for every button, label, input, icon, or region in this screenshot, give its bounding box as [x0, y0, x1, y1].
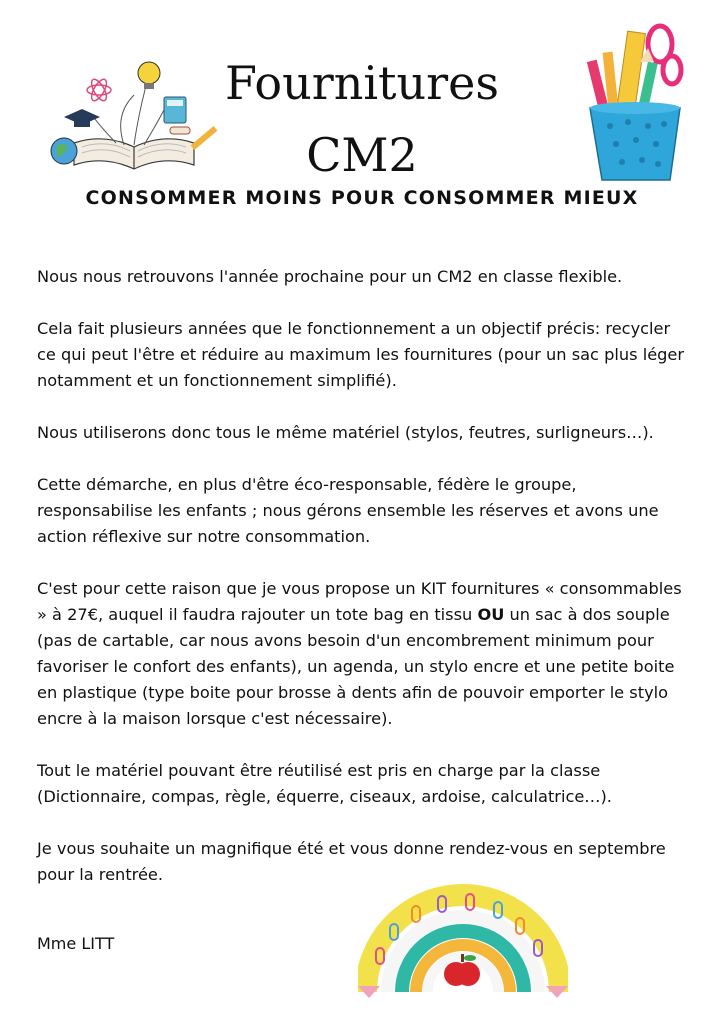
signature: Mme LITT [37, 934, 115, 953]
page-title-line-2: CM2 [306, 128, 418, 182]
paragraph-intro: Nous nous retrouvons l'année prochaine pour un CM2 en classe flexible. [37, 267, 623, 286]
letter-body [37, 264, 692, 914]
paragraph-farewell: Je vous souhaite un magnifique été et vous donne rendez-vous en septembre pour la rentrée. [37, 839, 666, 884]
kit-text-part-1: C'est pour cette raison que je vous propose un KIT fournitures « consommables » à 27€, auquel il faudra rajouter un tote bag en tissu [37, 579, 682, 624]
paragraph-reused-materials: Tout le matériel pouvant être réutilisé est pris en charge par la classe (Dictionnaire, compas, règle, équerre, ciseaux, ardoise, calculatrice…). [37, 761, 612, 806]
pencil-cup-icon [580, 22, 690, 184]
paragraph-objective: Cela fait plusieurs années que le fonctionnement a un objectif précis: recycler ce qui peut l'être et réduire au maximum les fournitures (pour un sac plus léger notamment et un fonctionnement simplifié). [37, 319, 685, 390]
rainbow-apple-icon [358, 862, 568, 998]
kit-text-bold-or: OU [477, 605, 505, 624]
kit-text-part-2: un sac à dos souple (pas de cartable, car nous avons besoin d'un encombrement minimum pour favoriser le confort des enfants), un agenda, un stylo encre et une petite boite en plastique (type boite pour brosse à dents afin de pouvoir emporter le stylo encre à la maison lorsque c'est nécessaire). [37, 605, 675, 728]
paragraph-materials: Nous utiliserons donc tous le même matériel (stylos, feutres, surligneurs…). [37, 423, 654, 442]
paragraph-kit [37, 576, 692, 732]
open-book-illustration-icon [44, 55, 224, 175]
page-title-line-1: Fournitures [225, 56, 499, 110]
page-subtitle: CONSOMMER MOINS POUR CONSOMMER MIEUX [85, 187, 639, 209]
paragraph-approach: Cette démarche, en plus d'être éco-responsable, fédère le groupe, responsabilise les enfants ; nous gérons ensemble les réserves et avons une action réflexive sur notre consommation. [37, 475, 659, 546]
